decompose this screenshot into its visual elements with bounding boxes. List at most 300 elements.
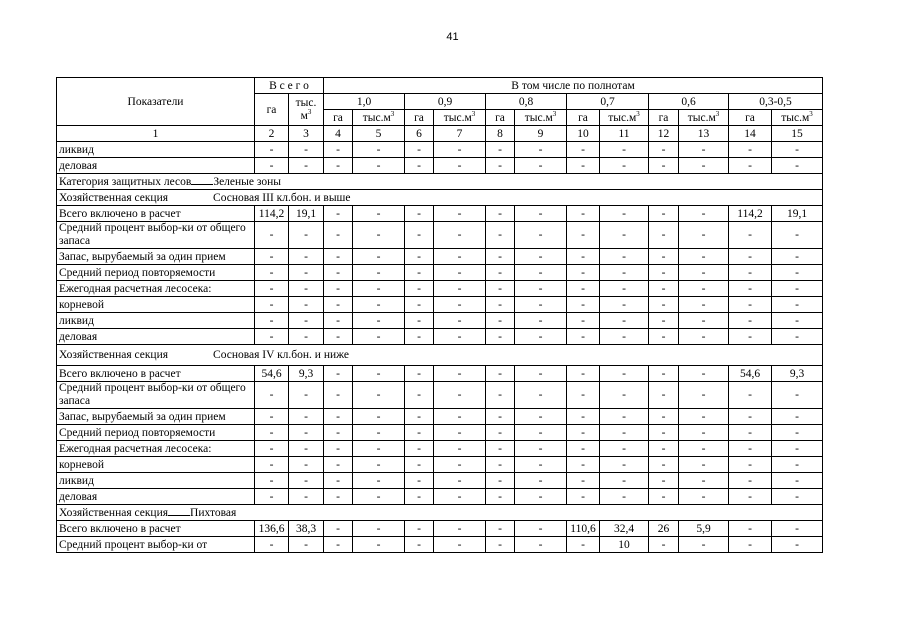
cell-value: - <box>600 489 649 505</box>
row-label: корневой <box>57 297 255 313</box>
row-label: Запас, вырубаемый за один прием <box>57 409 255 425</box>
header-total-ha: га <box>255 94 289 126</box>
cell-value: - <box>289 249 324 265</box>
cell-value: - <box>353 329 405 345</box>
cell-value: - <box>729 457 772 473</box>
row-label: деловая <box>57 489 255 505</box>
cell-value: - <box>679 281 729 297</box>
cell-value: - <box>289 329 324 345</box>
cell-value: - <box>324 473 353 489</box>
cell-value: - <box>324 265 353 281</box>
cell-value: - <box>729 425 772 441</box>
cell-value: - <box>649 297 679 313</box>
cell-value: - <box>772 222 823 249</box>
section-value: Сосновая III кл.бон. и выше <box>213 191 351 204</box>
calculation-table <box>56 77 823 553</box>
cell-value: - <box>649 457 679 473</box>
cell-value: - <box>515 473 567 489</box>
col-number: 11 <box>600 126 649 142</box>
cell-value: - <box>255 222 289 249</box>
cell-value: - <box>486 409 515 425</box>
cell-value: - <box>434 158 486 174</box>
cell-value: 136,6 <box>255 521 289 537</box>
section-label: Хозяйственная секция <box>59 191 169 204</box>
cell-value: - <box>405 441 434 457</box>
cell-value: - <box>434 142 486 158</box>
cell-value: - <box>729 521 772 537</box>
header-row-1 <box>57 78 823 94</box>
cell-value: - <box>600 297 649 313</box>
cell-value: - <box>600 142 649 158</box>
unit-volume: $тыс.м^3$ <box>600 110 649 126</box>
row-label: ликвид <box>57 313 255 329</box>
cell-value: - <box>255 382 289 409</box>
cell-value: - <box>405 473 434 489</box>
cell-value: - <box>486 206 515 222</box>
cell-value: - <box>600 425 649 441</box>
cell-value: - <box>324 329 353 345</box>
cell-value: - <box>772 249 823 265</box>
cell-value: - <box>289 281 324 297</box>
cell-value: - <box>353 366 405 382</box>
cell-value: - <box>679 222 729 249</box>
table-row <box>57 473 823 489</box>
cell-value: - <box>434 441 486 457</box>
cell-value: - <box>515 382 567 409</box>
cell-value: - <box>324 521 353 537</box>
cell-value: - <box>486 313 515 329</box>
cell-value: - <box>353 521 405 537</box>
row-label: Средний процент выбор-ки от общего запаса <box>57 222 255 249</box>
page-number: 41 <box>446 31 459 43</box>
cell-value: - <box>679 489 729 505</box>
cell-value: - <box>289 313 324 329</box>
cell-value: - <box>486 222 515 249</box>
cell-value: - <box>600 206 649 222</box>
cell-value: - <box>679 158 729 174</box>
cell-value: - <box>324 366 353 382</box>
cell-value: - <box>353 409 405 425</box>
row-label: деловая <box>57 158 255 174</box>
cell-value: - <box>729 313 772 329</box>
cell-value: - <box>515 313 567 329</box>
cell-value: - <box>405 249 434 265</box>
cell-value: - <box>567 249 600 265</box>
cell-value: - <box>434 249 486 265</box>
category-row <box>57 174 823 190</box>
cell-value: - <box>729 382 772 409</box>
table-row <box>57 366 823 382</box>
cell-value: - <box>486 489 515 505</box>
cell-value: - <box>772 281 823 297</box>
row-label: Ежегодная расчетная лесосека: <box>57 441 255 457</box>
cell-value: - <box>486 249 515 265</box>
cell-value: - <box>405 489 434 505</box>
cell-value: - <box>434 265 486 281</box>
cell-value: - <box>649 382 679 409</box>
cell-value: - <box>434 222 486 249</box>
row-label: Запас, вырубаемый за один прием <box>57 249 255 265</box>
table-row <box>57 382 823 409</box>
cell-value: - <box>353 206 405 222</box>
cell-value: - <box>255 425 289 441</box>
cell-value: - <box>434 473 486 489</box>
cell-value: - <box>434 366 486 382</box>
cell-value: - <box>515 158 567 174</box>
cell-value: - <box>434 457 486 473</box>
cell-value: - <box>649 329 679 345</box>
cell-value: - <box>729 329 772 345</box>
cell-value: - <box>324 281 353 297</box>
cell-value: - <box>255 142 289 158</box>
table-row <box>57 521 823 537</box>
cell-value: - <box>649 489 679 505</box>
cell-value: - <box>405 457 434 473</box>
col-number: 7 <box>434 126 486 142</box>
cell-value: - <box>434 281 486 297</box>
cell-value: - <box>515 281 567 297</box>
cell-value: - <box>649 265 679 281</box>
cell-value: 110,6 <box>567 521 600 537</box>
density-6: 0,3-0,5 <box>729 94 823 110</box>
cell-value: - <box>679 297 729 313</box>
header-indicators: Показатели <box>57 78 255 126</box>
cell-value: - <box>649 473 679 489</box>
cell-value: - <box>255 473 289 489</box>
cell-value: - <box>324 489 353 505</box>
cell-value: - <box>405 409 434 425</box>
cell-value: - <box>324 297 353 313</box>
cell-value: - <box>515 265 567 281</box>
cell-value: - <box>729 297 772 313</box>
cell-value: - <box>353 441 405 457</box>
cell-value: - <box>649 366 679 382</box>
table-row <box>57 265 823 281</box>
cell-value: 32,4 <box>600 521 649 537</box>
cell-value: 26 <box>649 521 679 537</box>
cell-value: 54,6 <box>255 366 289 382</box>
cell-value: - <box>289 142 324 158</box>
cell-value: - <box>255 249 289 265</box>
cell-value: - <box>434 382 486 409</box>
cell-value: - <box>515 521 567 537</box>
cell-value: 10 <box>600 537 649 553</box>
cell-value: - <box>567 222 600 249</box>
cell-value: - <box>324 206 353 222</box>
cell-value: - <box>679 142 729 158</box>
cell-value: - <box>729 222 772 249</box>
cell-value: - <box>353 382 405 409</box>
table-row <box>57 281 823 297</box>
cell-value: - <box>600 457 649 473</box>
cell-value: - <box>679 537 729 553</box>
cell-value: - <box>679 457 729 473</box>
row-label: Всего включено в расчет <box>57 206 255 222</box>
cell-value: - <box>515 409 567 425</box>
cell-value: - <box>434 206 486 222</box>
cell-value: - <box>515 366 567 382</box>
cell-value: - <box>405 313 434 329</box>
cell-value: - <box>405 537 434 553</box>
unit-volume: $тыс.м^3$ <box>679 110 729 126</box>
cell-value: - <box>772 489 823 505</box>
cell-value: - <box>772 425 823 441</box>
row-label: Средний период повторяемости <box>57 425 255 441</box>
cell-value: - <box>679 473 729 489</box>
cell-value: - <box>255 158 289 174</box>
cell-value: - <box>255 313 289 329</box>
col-number: 1 <box>57 126 255 142</box>
cell-value: - <box>289 473 324 489</box>
cell-value: - <box>324 158 353 174</box>
cell-value: - <box>255 281 289 297</box>
cell-value: - <box>567 537 600 553</box>
cell-value: - <box>679 329 729 345</box>
cell-value: - <box>729 281 772 297</box>
cell-value: - <box>353 142 405 158</box>
cell-value: - <box>289 457 324 473</box>
cell-value: - <box>486 457 515 473</box>
cell-value: - <box>486 281 515 297</box>
cell-value: - <box>600 281 649 297</box>
cell-value: - <box>255 297 289 313</box>
cell-value: - <box>515 537 567 553</box>
cell-value: - <box>434 313 486 329</box>
cell-value: - <box>405 281 434 297</box>
unit-volume: $тыс.м^3$ <box>434 110 486 126</box>
cell-value: - <box>324 142 353 158</box>
cell-value: - <box>486 158 515 174</box>
cell-value: - <box>729 489 772 505</box>
cell-value: - <box>649 441 679 457</box>
cell-value: - <box>486 537 515 553</box>
unit-volume: $тыс.м^3$ <box>515 110 567 126</box>
cell-value: - <box>729 441 772 457</box>
cell-value: - <box>289 409 324 425</box>
cell-value: - <box>600 366 649 382</box>
cell-value: - <box>289 489 324 505</box>
cell-value: - <box>255 457 289 473</box>
cell-value: - <box>567 382 600 409</box>
cell-value: - <box>567 473 600 489</box>
cell-value: - <box>434 297 486 313</box>
cell-value: - <box>679 382 729 409</box>
cell-value: - <box>600 158 649 174</box>
cell-value: - <box>567 329 600 345</box>
cell-value: - <box>600 441 649 457</box>
row-label: ликвид <box>57 473 255 489</box>
cell-value: - <box>324 457 353 473</box>
table-row <box>57 222 823 249</box>
table-row <box>57 142 823 158</box>
cell-value: - <box>353 489 405 505</box>
cell-value: - <box>434 329 486 345</box>
table-row <box>57 425 823 441</box>
col-number: 10 <box>567 126 600 142</box>
cell-value: - <box>405 297 434 313</box>
row-label: Всего включено в расчет <box>57 366 255 382</box>
cell-value: - <box>289 297 324 313</box>
cell-value: - <box>405 382 434 409</box>
cell-value: - <box>729 142 772 158</box>
cell-value: - <box>324 382 353 409</box>
unit-volume: $тыс.м^3$ <box>772 110 823 126</box>
cell-value: - <box>486 297 515 313</box>
col-number: 15 <box>772 126 823 142</box>
cell-value: - <box>649 425 679 441</box>
row-label: Средний период повторяемости <box>57 265 255 281</box>
cell-value: - <box>255 537 289 553</box>
cell-value: - <box>353 537 405 553</box>
cell-value: - <box>405 329 434 345</box>
cell-value: - <box>486 473 515 489</box>
cell-value: - <box>486 382 515 409</box>
cell-value: - <box>353 473 405 489</box>
cell-value: - <box>729 158 772 174</box>
cell-value: - <box>772 329 823 345</box>
row-label: Средний процент выбор-ки от <box>57 537 255 553</box>
cell-value: - <box>567 158 600 174</box>
cell-value: - <box>772 158 823 174</box>
cell-value: - <box>649 409 679 425</box>
section-label: Категория защитных лесов <box>59 175 192 188</box>
cell-value: - <box>772 441 823 457</box>
cell-value: - <box>289 425 324 441</box>
table-row <box>57 206 823 222</box>
table-row <box>57 441 823 457</box>
col-number: 13 <box>679 126 729 142</box>
cell-value: - <box>353 457 405 473</box>
cell-value: - <box>600 329 649 345</box>
cell-value: - <box>405 142 434 158</box>
cell-value: - <box>679 249 729 265</box>
header-row-col-numbers <box>57 126 823 142</box>
cell-value: - <box>255 265 289 281</box>
cell-value: - <box>405 222 434 249</box>
cell-value: - <box>289 265 324 281</box>
cell-value: - <box>255 441 289 457</box>
table-row <box>57 457 823 473</box>
section-row <box>57 505 823 521</box>
cell-value: - <box>353 222 405 249</box>
header-by-density: В том числе по полнотам <box>324 78 823 94</box>
cell-value: - <box>515 441 567 457</box>
cell-value: 114,2 <box>255 206 289 222</box>
cell-value: 9,3 <box>772 366 823 382</box>
cell-value: - <box>255 489 289 505</box>
cell-value: - <box>486 366 515 382</box>
cell-value: - <box>772 142 823 158</box>
cell-value: - <box>567 489 600 505</box>
section-label: Хозяйственная секция <box>59 349 169 361</box>
cell-value: - <box>255 409 289 425</box>
row-label: деловая <box>57 329 255 345</box>
cell-value: 38,3 <box>289 521 324 537</box>
cell-value: - <box>649 313 679 329</box>
cell-value: - <box>772 409 823 425</box>
unit-ha: га <box>649 110 679 126</box>
density-1: 1,0 <box>324 94 405 110</box>
cell-value: - <box>255 329 289 345</box>
section-row <box>57 190 823 206</box>
cell-value: - <box>324 313 353 329</box>
density-3: 0,8 <box>486 94 567 110</box>
cell-value: - <box>515 329 567 345</box>
cell-value: 9,3 <box>289 366 324 382</box>
cell-value: - <box>405 206 434 222</box>
cell-value: - <box>324 409 353 425</box>
cell-value: - <box>515 297 567 313</box>
table-row <box>57 249 823 265</box>
cell-value: - <box>434 425 486 441</box>
section-value: Зеленые зоны <box>213 175 281 188</box>
col-number: 5 <box>353 126 405 142</box>
density-5: 0,6 <box>649 94 729 110</box>
cell-value: - <box>353 265 405 281</box>
cell-value: - <box>567 366 600 382</box>
cell-value: - <box>567 409 600 425</box>
section-row <box>57 345 823 366</box>
cell-value: - <box>405 366 434 382</box>
table-row <box>57 537 823 553</box>
cell-value: - <box>486 441 515 457</box>
cell-value: - <box>567 425 600 441</box>
unit-ha: га <box>324 110 353 126</box>
cell-value: - <box>324 537 353 553</box>
cell-value: - <box>649 142 679 158</box>
cell-value: - <box>515 206 567 222</box>
row-label: Средний процент выбор-ки от общего запаса <box>57 382 255 409</box>
cell-value: - <box>434 489 486 505</box>
cell-value: - <box>772 537 823 553</box>
table-row <box>57 297 823 313</box>
cell-value: - <box>434 537 486 553</box>
row-label: ликвид <box>57 142 255 158</box>
col-number: 8 <box>486 126 515 142</box>
cell-value: - <box>600 313 649 329</box>
cell-value: - <box>649 249 679 265</box>
cell-value: - <box>434 409 486 425</box>
section-label: Хозяйственная секция <box>59 506 169 519</box>
cell-value: - <box>486 425 515 441</box>
cell-value: - <box>600 265 649 281</box>
cell-value: - <box>600 249 649 265</box>
cell-value: - <box>324 222 353 249</box>
table-row <box>57 489 823 505</box>
cell-value: 19,1 <box>289 206 324 222</box>
unit-ha: га <box>486 110 515 126</box>
cell-value: - <box>729 473 772 489</box>
cell-value: - <box>486 521 515 537</box>
cell-value: - <box>515 142 567 158</box>
cell-value: - <box>772 382 823 409</box>
cell-value: - <box>600 222 649 249</box>
cell-value: - <box>679 425 729 441</box>
cell-value: - <box>289 222 324 249</box>
cell-value: - <box>324 425 353 441</box>
table-row <box>57 409 823 425</box>
cell-value: - <box>324 249 353 265</box>
cell-value: - <box>567 265 600 281</box>
cell-value: - <box>649 281 679 297</box>
cell-value: - <box>772 521 823 537</box>
density-4: 0,7 <box>567 94 649 110</box>
col-number: 6 <box>405 126 434 142</box>
table-row <box>57 313 823 329</box>
cell-value: - <box>515 222 567 249</box>
section-value: Сосновая IV кл.бон. и ниже <box>213 349 350 361</box>
cell-value: - <box>772 473 823 489</box>
